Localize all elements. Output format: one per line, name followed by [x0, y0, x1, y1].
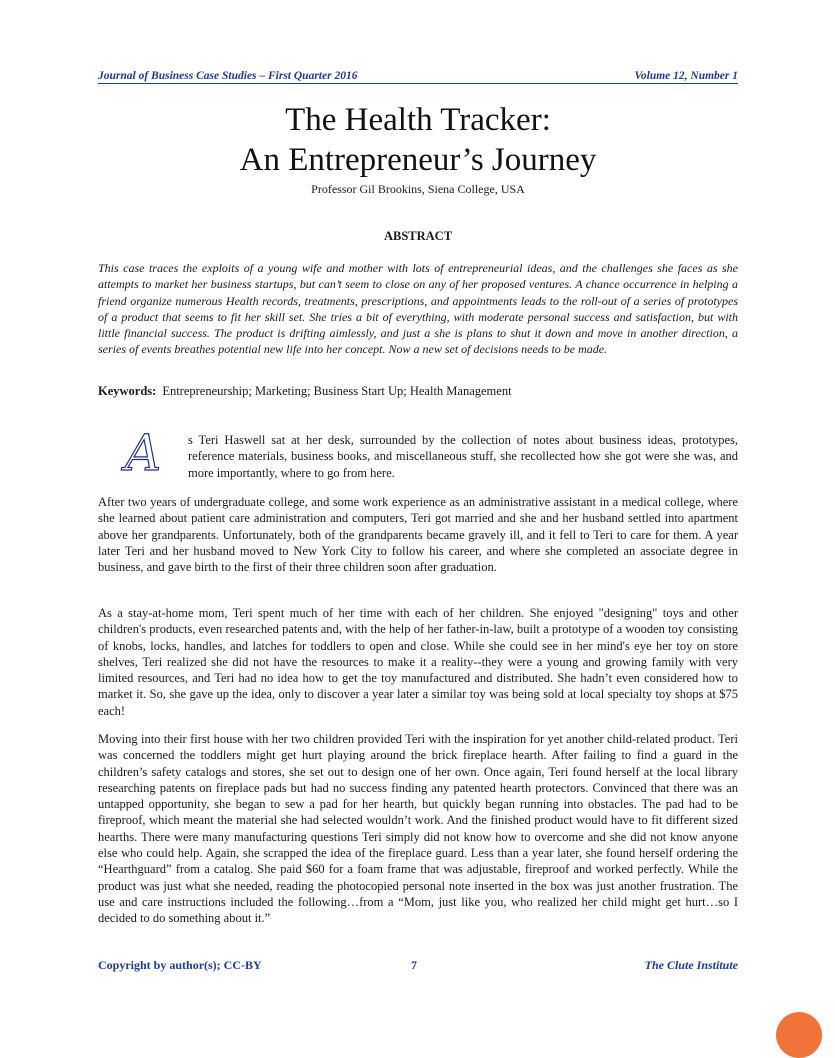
- keywords: [98, 384, 738, 399]
- scroll-indicator[interactable]: [776, 1012, 822, 1058]
- paragraph-3: As a stay-at-home mom, Teri spent much of her time with each of her children. She enjoyed "designing" toys and other children's products, even researched patents and, with the help of her father-in-law, built a prototype of a wooden toy consisting of knobs, locks, handles, and latches for toddlers to open and close. While she could see in her mind's eye her toy on store shelves, Teri realized she did not have the resources to make it a reality--they were a young and growing family with very limited resources, and Teri had no idea how to get the toy manufactured and distributed. She hadn’t even considered how to market it. So, she gave up the idea, only to discover a year later a similar toy was being sold at local specialty toy shops at $75 each!: [98, 606, 738, 718]
- paragraph-2: After two years of undergraduate college, and some work experience as an administrative assistant in a medical college, where she learned about patient care administration and computers, Teri got married and she and her husband settled into apartment above her grandparents. Unfortunately, both of the grandparents became gravely ill, and it fell to Teri to care for them. A year later Teri and her husband moved to New York City to follow his career, and where she completed an associate degree in business, and gave birth to the first of their three children soon after graduation.: [98, 495, 738, 575]
- title-line-1: The Health Tracker:: [285, 102, 551, 138]
- drop-cap: A: [124, 424, 162, 482]
- paragraph-4: Moving into their first house with her two children provided Teri with the inspiration for yet another child-related product. Teri was concerned the toddlers might get hurt playing around the brick fireplace hearth. After failing to find a guard in the children’s safety catalogs and stores, she set out to design one of her own. Once again, Teri found herself at the local library researching patents on fireplace pads but had no success finding any patented hearth protectors. Convinced that there was an untapped opportunity, she began to sew a pad for her hearth, but quickly began running into obstacles. The pad had to be fireproof, which meant the material she had selected wouldn’t work. And the finished product would have to fit different sized hearths. There were many manufacturing questions Teri simply did not know how to overcome and she did not know anyone else who could help. Again, she scrapped the idea of the fireplace guard. Less than a year later, she found herself ordering the “Hearthguard” from a catalog. She paid $60 for a foam frame that was adjustable, fireproof and worked perfectly. While the product was just what she needed, reading the photocopied personal note inserted in the box was just another frustration. The use and care instructions included the following…from a “Mom, just like you, who realized her child might get hurt…so I decided to do something about it.”: [98, 732, 738, 926]
- title-block: [98, 100, 738, 197]
- paragraph-1-text: s Teri Haswell sat at her desk, surrounded by the collection of notes about business ideas, prototypes, reference materials, business books, and miscellaneous stuff, she recollected how she got were she was, and more importantly, where to go from here.: [188, 433, 738, 480]
- running-header: [98, 70, 738, 84]
- page-number: 7: [411, 958, 417, 972]
- page-footer: [98, 958, 738, 973]
- abstract-text: This case traces the exploits of a young wife and mother with lots of entrepreneurial ideas, and the challenges she faces as she attempts to market her business startups, but can’t seem to close on any of her proposed ventures. A chance occurrence in helping a friend organize numerous Health records, treatments, prescriptions, and appointments leads to the roll-out of a series of prototypes of a product that seems to fit her skill set. She tries a bit of everything, with moderate personal success and satisfaction, but with little financial success. The product is drifting aimlessly, and just a she is plans to shut it down and move in another direction, a series of events breathes potential new life into her concept. Now a new set of decisions needs to be made.: [98, 261, 738, 357]
- paragraph-1: [98, 424, 738, 482]
- keywords-value: Entrepreneurship; Marketing; Business Start Up; Health Management: [162, 384, 512, 398]
- publisher-name: The Clute Institute: [644, 958, 738, 972]
- volume-number: Volume 12, Number 1: [634, 70, 738, 82]
- abstract-heading: ABSTRACT: [383, 229, 453, 243]
- author-line: Professor Gil Brookins, Siena College, USA: [311, 182, 525, 196]
- copyright-notice: Copyright by author(s); CC-BY: [98, 958, 262, 972]
- journal-name: Journal of Business Case Studies – First Quarter 2016: [98, 70, 358, 82]
- keywords-label: Keywords:: [98, 384, 157, 398]
- title-line-2: An Entrepreneur’s Journey: [239, 142, 597, 178]
